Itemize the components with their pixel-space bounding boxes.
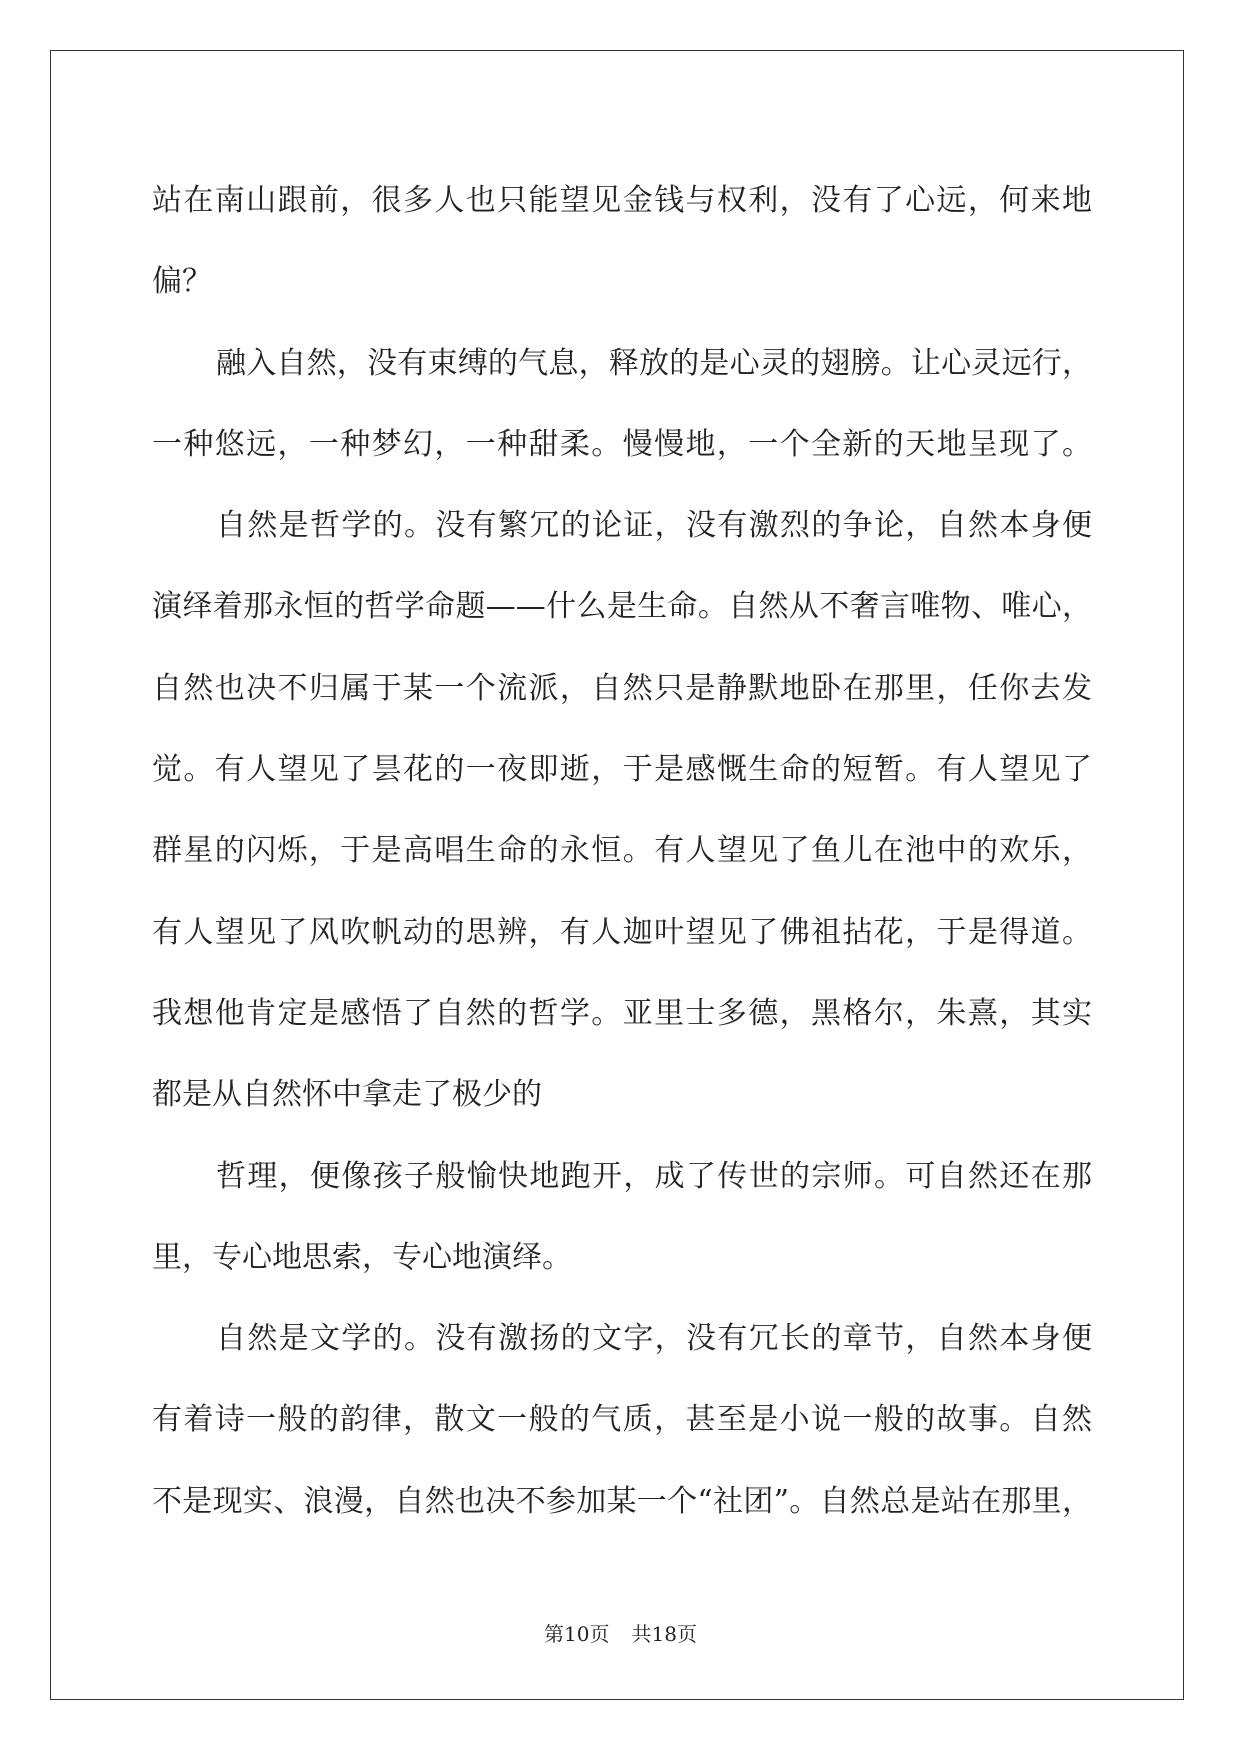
text-line: 都是从自然怀中拿走了极少的 (152, 1077, 542, 1113)
text-line: 我想他肯定是感悟了自然的哲学。亚里士多德，黑格尔，朱熹，其实 (152, 995, 1092, 1031)
text-line: 哲理，便像孩子般愉快地跑开，成了传世的宗师。可自然还在那 (216, 1158, 1092, 1194)
text-line: 群星的闪烁，于是高唱生命的永恒。有人望见了鱼儿在池中的欢乐， (152, 833, 1092, 869)
document-body (152, 160, 1092, 1542)
text-line: 一种悠远，一种梦幻，一种甜柔。慢慢地，一个全新的天地呈现了。 (152, 426, 1092, 462)
page-footer (0, 1618, 1241, 1647)
text-line: 偏？ (152, 264, 212, 300)
page-number: 第10页 (544, 1622, 610, 1646)
text-line: 觉。有人望见了昙花的一夜即逝，于是感慨生命的短暂。有人望见了 (152, 752, 1092, 788)
text-line: 自然是哲学的。没有繁冗的论证，没有激烈的争论，自然本身便 (216, 508, 1092, 544)
text-line: 站在南山跟前，很多人也只能望见金钱与权利，没有了心远，何来地 (152, 183, 1092, 218)
text-line: 有着诗一般的韵律，散文一般的气质，甚至是小说一般的故事。自然 (152, 1402, 1092, 1438)
page-total: 共18页 (631, 1622, 697, 1646)
text-line: 里，专心地思索，专心地演绎。 (152, 1239, 572, 1275)
text-line: 融入自然，没有束缚的气息，释放的是心灵的翅膀。让心灵远行， (216, 345, 1092, 381)
text-line: 演绎着那永恒的哲学命题——什么是生命。自然从不奢言唯物、唯心， (152, 589, 1092, 625)
text-line: 自然是文学的。没有激扬的文字，没有冗长的章节，自然本身便 (216, 1321, 1092, 1357)
text-line: 不是现实、浪漫，自然也决不参加某一个“社团”。自然总是站在那里， (152, 1483, 1092, 1519)
text-line: 自然也决不归属于某一个流派，自然只是静默地卧在那里，任你去发 (152, 670, 1092, 706)
text-line: 有人望见了风吹帆动的思辨，有人迦叶望见了佛祖拈花，于是得道。 (152, 914, 1092, 950)
